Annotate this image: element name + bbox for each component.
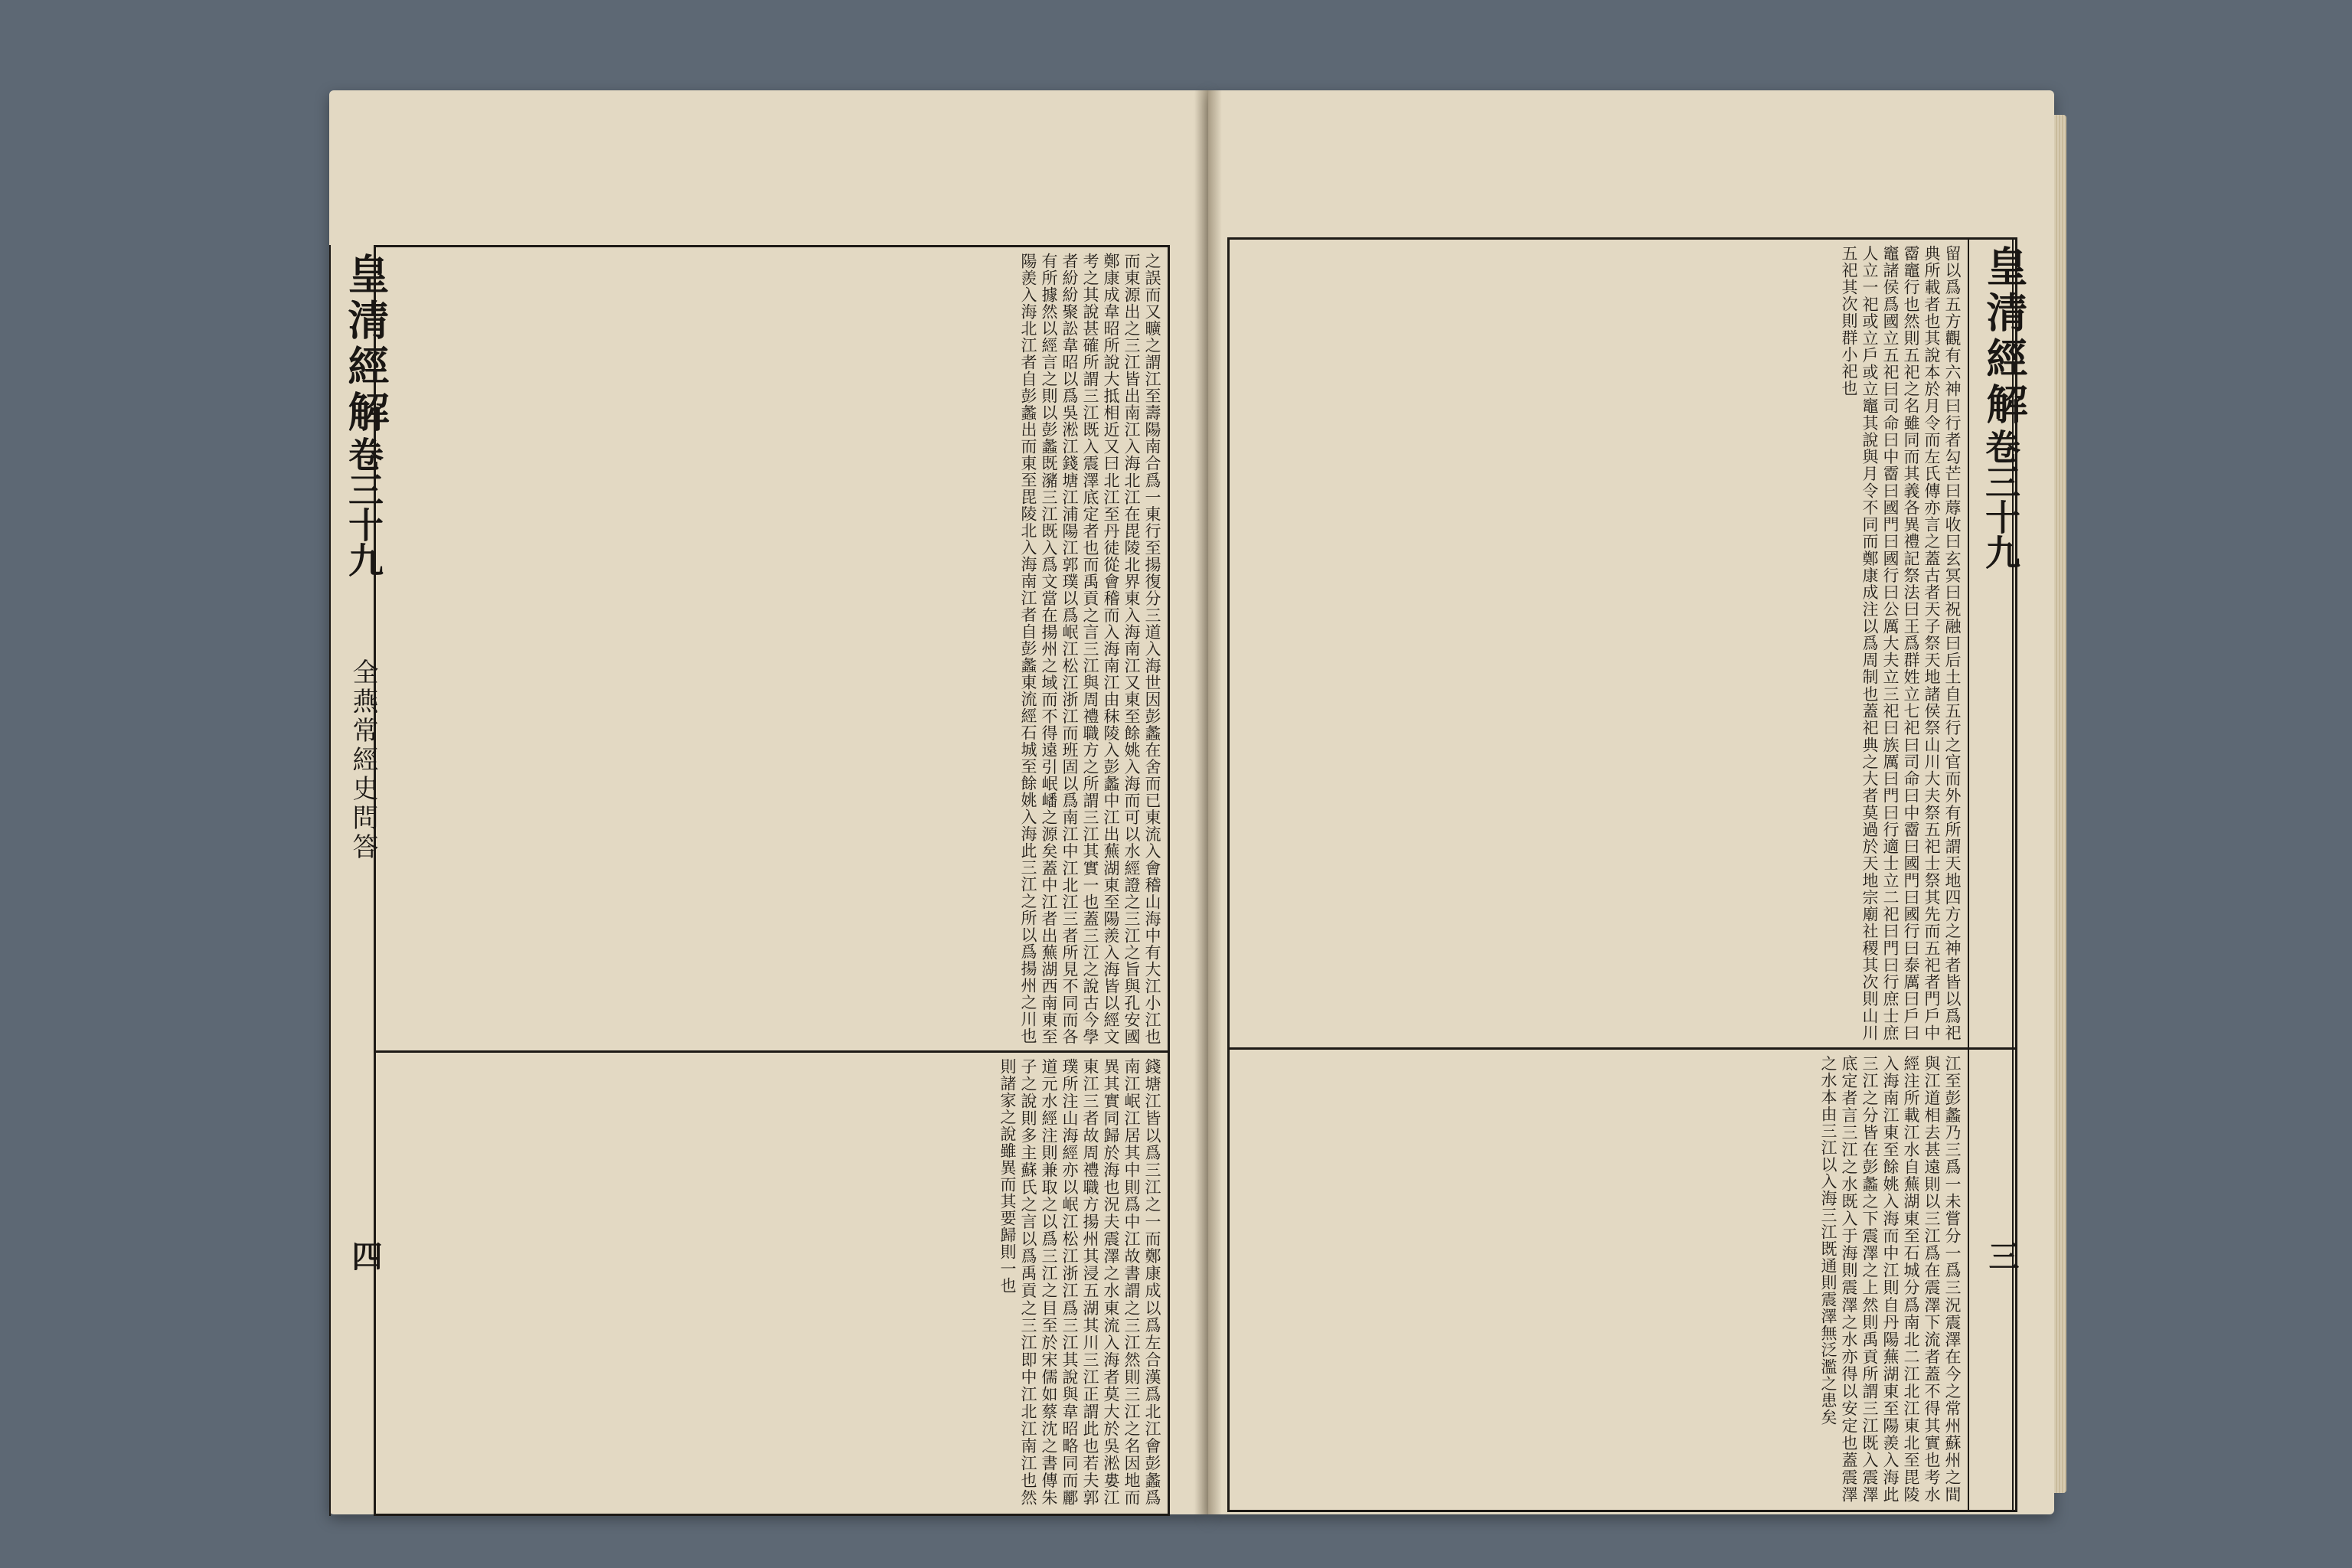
right-page-divider	[1227, 1047, 2017, 1050]
left-book-title: 皇清經解	[341, 253, 390, 436]
left-folio-number: 四	[347, 1240, 383, 1271]
page-edges	[2054, 115, 2066, 1493]
left-chapter-label: 卷三十九	[343, 436, 384, 577]
right-book-title: 皇清經解	[1980, 245, 2029, 429]
right-page-lower-text: 江至彭蠡乃三爲一未嘗分一爲三況震澤在今之常州蘇州之間與江道相去甚遠則以三江爲在震澤下流者蓋不得其實也考水經注所載江水自蕪湖東至石城分爲南北二江北江東北至毘陵入海南江東至餘姚入海而中江則自丹陽蕪湖東至陽羨入海此三江之分皆在彭蠡之下震澤之上然則禹貢所謂三江既入震澤底定者言三江之水既入于海則震澤之水亦得以安定也蓋震澤之水本由三江以入海三江既通則震澤無泛濫之患矣	[1819, 1055, 1962, 1503]
right-folio-number: 三	[1984, 1240, 2020, 1271]
book-spine	[1194, 90, 1222, 1514]
left-page-lower-text: 錢塘江皆以爲三江之一而鄭康成以爲左合漢爲北江會彭蠡爲南江岷江居其中則爲中江故書謂之三江然則三江之名因地而異其實同歸於海也況夫震澤之水東流入海者莫大於吳淞婁江東江三者故周禮職方揚州其浸五湖其川三江正謂此也若夫郭璞所注山海經亦以岷江松江浙江爲三江其說與韋昭略同而酈道元水經注則兼取之以爲三江之目至於宋儒如蔡沈之書傳朱子之說則多主蘇氏之言以爲禹貢之三江即中江北江南江也然則諸家之說雖異而其要歸則一也	[998, 1058, 1161, 1506]
right-page-upper-text: 留以爲五方觀有六神曰行者勾芒曰蓐收曰玄冥曰祝融曰后土自五行之官而外有所謂天地四方之神者皆以爲祀典所載者也其說本於月令而左氏傳亦言之蓋古者天子祭天地諸侯祭山川大夫祭五祀士祭其先而五祀者門戶中霤竈行也然則五祀之名雖同而其義各異禮記祭法曰王爲群姓立七祀曰司命曰中霤曰國門曰國行曰泰厲曰戶曰竈諸侯爲國立五祀曰司命曰中霤曰國門曰國行曰公厲大夫立三祀曰族厲曰門曰行適士立二祀曰門曰行庶士庶人立一祀或立戶或立竈其說與月令不同而鄭康成注以爲周制也蓋祀典之大者莫過於天地宗廟社稷其次則山川五祀其次則群小祀也	[1840, 245, 1962, 1041]
right-chapter-label: 卷三十九	[1980, 429, 2021, 570]
left-page-upper-text: 之誤而又曠之謂江至壽陽南合爲一東行至揚復分三道入海世因彭蠡在舍而已東流入會稽山海中有大江小江也而東源出之三江皆出南江入海北江在毘陵北界東入海南江又東至餘姚入海而可以水經證之三江之旨與孔安國鄭康成韋昭所說大抵相近又曰北江至丹徒從會稽而入海南江由秣陵入彭蠡中江出蕪湖東至陽羨入海皆以經文考之其說甚確所謂三江既入震澤底定者也而禹貢之言三江與周禮職方之所謂三江其實一也蓋三江之說古今學者紛紛聚訟韋昭以爲吳淞江錢塘江浦陽江郭璞以爲岷江松江浙江而班固以爲南江中江北江三者所見不同而各有所據然以經言之則以彭蠡既瀦三江既入爲文當在揚州之域而不得遠引岷嶓之源矣蓋中江者出蕪湖西南東至陽羨入海北江者自彭蠡出而東至毘陵北入海南江者自彭蠡東流經石城至餘姚入海此三江之所以爲揚州之川也	[1019, 253, 1161, 1045]
left-page-divider	[374, 1050, 1170, 1053]
left-subtitle: 全燕常經史問答	[348, 658, 378, 862]
